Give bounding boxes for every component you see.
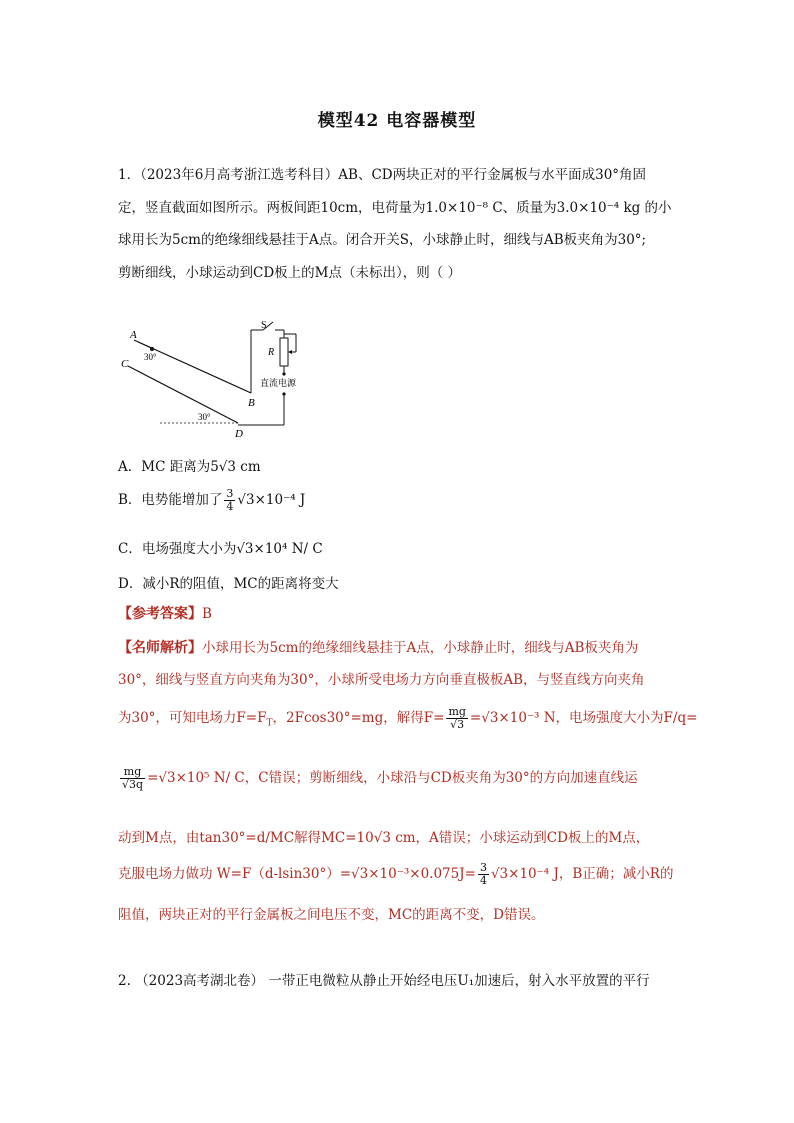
- label-b: B: [248, 397, 255, 409]
- source-terminal-top: [282, 372, 285, 375]
- analysis-line-2: 30°，细线与竖直方向夹角为30°，小球所受电场力方向垂直极板AB，与竖直线方向夹角: [118, 672, 645, 688]
- analysis-fraction-1: $\frac{mg}{√3}$: [448, 705, 466, 731]
- option-d: D．减小R的阻值，MC的距离将变大: [118, 576, 339, 592]
- analysis-fraction-3: $\frac{3}{4}$: [479, 861, 487, 887]
- plate-cd: [128, 366, 238, 423]
- label-dc-source: 直流电源: [260, 379, 297, 389]
- analysis-line-5: 动到M点，由tan30°=d/MC解得MC=10√3 cm，A错误；小球运动到CD板上的M点，: [118, 830, 650, 846]
- rheostat-r: [280, 338, 288, 366]
- option-b-tail: √3×10⁻⁴ J: [237, 492, 306, 508]
- analysis-line-7: 阻值，两块正对的平行金属板之间电压不变，MC的距离不变，D错误。: [118, 907, 545, 923]
- charged-ball: [150, 347, 154, 351]
- label-a: A: [130, 329, 137, 341]
- analysis-label: 【名师解析】: [118, 640, 202, 656]
- analysis-line-3: 为30°，可知电场力$F=F_T$，2Fcos30°=mg，解得F= $\frac{mg}{√3}$ =√3×10⁻³ N，电场强度大小为F/q=: [118, 705, 698, 731]
- capacitor-diagram: [118, 318, 308, 442]
- analysis-fraction-2: $\frac{mg}{√3q}$: [122, 765, 144, 791]
- label-angle-bottom: 30°: [198, 412, 211, 422]
- answer-line: [118, 603, 212, 623]
- option-b-fraction: $\frac{3}{4}$: [226, 487, 234, 513]
- option-c: C．电场强度大小为√3×10⁴ N/ C: [118, 541, 323, 557]
- page-title: 模型42 电容器模型: [317, 111, 477, 131]
- q1-line-1: 1．（2023年6月高考浙江选考科目）AB、CD两块正对的平行金属板与水平面成30°角固: [118, 167, 647, 183]
- option-b: [118, 488, 305, 513]
- label-r: R: [268, 347, 275, 358]
- label-d: D: [235, 428, 243, 440]
- option-b-text: B．电势能增加了: [118, 492, 223, 508]
- answer-value: B: [202, 606, 212, 622]
- analysis-line-6: 克服电场力做功 W=F（d-lsin30°）=√3×10⁻³×0.075J= $\frac{3}{4}$ √3×10⁻⁴ J，B正确；减小R的: [118, 861, 674, 887]
- analysis-line-4: $\frac{mg}{√3q}$ =√3×10⁵ N/ C，C错误；剪断细线，小球沿与CD板夹角为30°的方向加速直线运: [122, 765, 638, 791]
- q1-line-4: 剪断细线，小球运动到CD板上的M点（未标出），则（ ）: [118, 265, 462, 281]
- thread: [138, 342, 151, 348]
- answer-label: 【参考答案】: [118, 606, 202, 622]
- rheostat-arrowhead: [288, 350, 292, 354]
- label-s: S: [261, 320, 267, 331]
- analysis-line-1: 【名师解析】小球用长为5cm的绝缘细线悬挂于A点，小球静止时，细线与AB板夹角为: [118, 640, 639, 656]
- q1-line-3: 球用长为5cm的绝缘细线悬挂于A点。闭合开关S，小球静止时，细线与AB板夹角为30°;: [118, 232, 647, 248]
- option-a: A．MC 距离为5√3 cm: [118, 459, 261, 475]
- q1-line-2: 定，竖直截面如图所示。两板间距10cm，电荷量为1.0×10⁻⁸ C、质量为3.0×10⁻⁴ kg 的小: [118, 200, 672, 216]
- label-angle-top: 30°: [144, 352, 157, 362]
- label-c: C: [121, 358, 129, 370]
- q2-line-1: 2. （2023高考湖北卷） 一带正电微粒从静止开始经电压U₁加速后，射入水平放置的平行: [118, 973, 650, 989]
